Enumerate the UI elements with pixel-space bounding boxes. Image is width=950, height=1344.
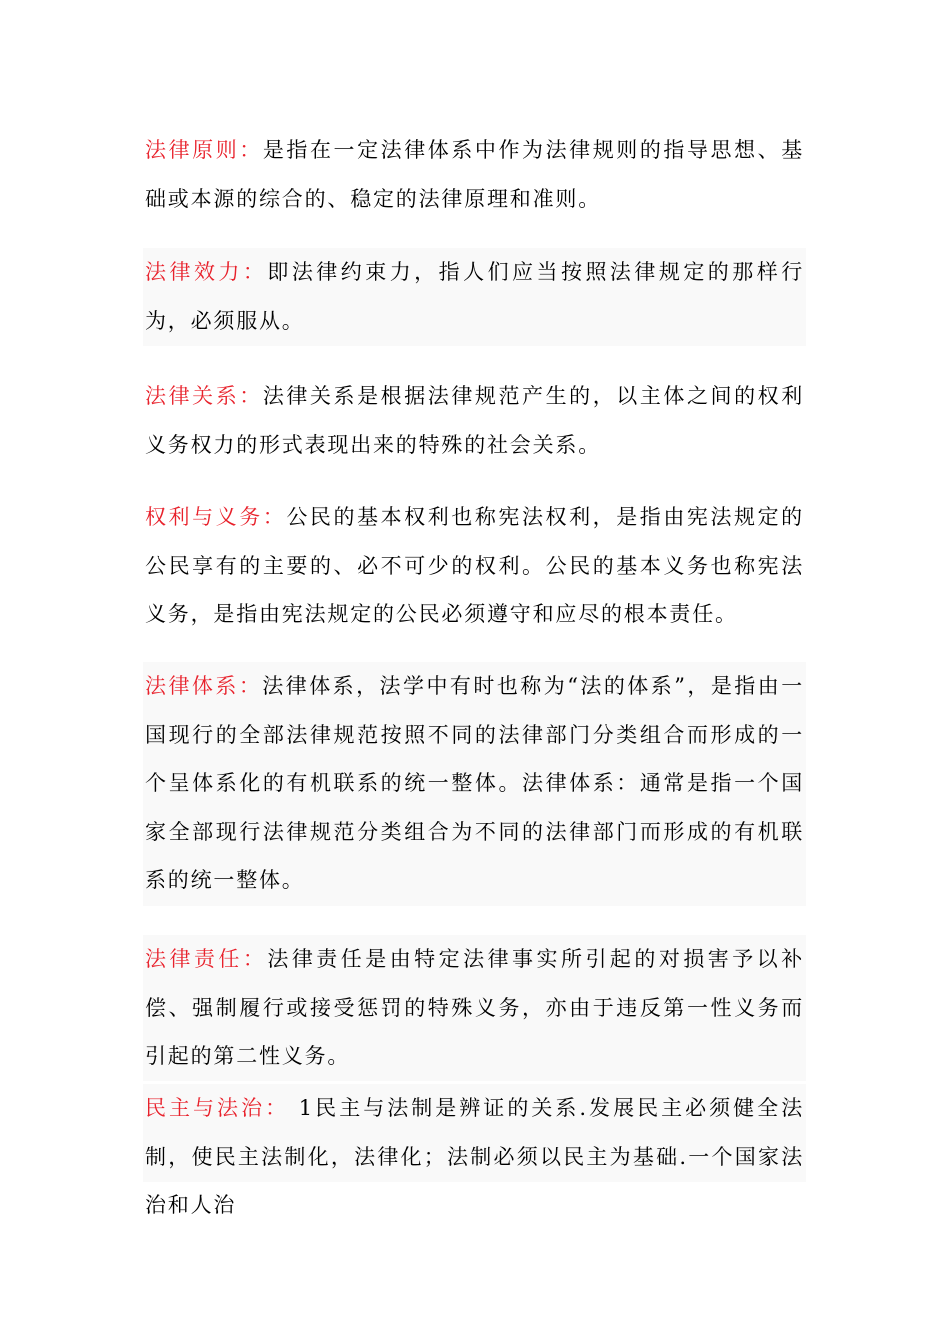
entry-legal-system	[143, 662, 806, 906]
definition-text: 法律体系，法学中有时也称为“法的体系”，是指由一国现行的全部法律规范按照不同的法律部门分类组合而形成的一个呈体系化的有机联系的统一整体。法律体系：通常是指一个国家全部现行法律规范分类组合为不同的法律部门而形成的有机联系的统一整体。	[145, 674, 805, 892]
entry-legal-relation	[143, 372, 806, 470]
entry-legal-principle	[143, 126, 806, 224]
definition-text: 即法律约束力，指人们应当按照法律规定的那样行为，必须服从。	[145, 260, 805, 333]
entry-legal-liability	[143, 935, 806, 1081]
entry-rights-and-duties	[143, 493, 806, 639]
definition-text: 公民的基本权利也称宪法权利，是指由宪法规定的公民享有的主要的、必不可少的权利。公民的基本义务也称宪法义务，是指由宪法规定的公民必须遵守和应尽的根本责任。	[145, 505, 804, 626]
definition-text: 是指在一定法律体系中作为法律规则的指导思想、基础或本源的综合的、稳定的法律原理和准则。	[145, 138, 805, 211]
term-label: 法律责任：	[145, 947, 268, 971]
entry-democracy-and-rule-of-law	[143, 1084, 806, 1217]
term-label: 权利与义务：	[145, 505, 287, 529]
term-label: 法律关系：	[145, 384, 263, 408]
term-label: 法律体系：	[145, 674, 263, 698]
definition-text: 法律关系是根据法律规范产生的，以主体之间的权利义务权力的形式表现出来的特殊的社会关系。	[145, 384, 805, 457]
definition-text: 1民主与法制是辨证的关系.发展民主必须健全法制，使民主法制化，法律化；法制必须以民主为基础.一个国家法治和人治	[145, 1096, 804, 1217]
entry-legal-effect	[143, 248, 806, 346]
term-label: 法律原则：	[145, 138, 263, 162]
term-label: 法律效力：	[145, 260, 268, 284]
definition-text: 法律责任是由特定法律事实所引起的对损害予以补偿、强制履行或接受惩罚的特殊义务，亦由于违反第一性义务而引起的第二性义务。	[145, 947, 805, 1068]
term-label: 民主与法治：	[145, 1096, 290, 1120]
